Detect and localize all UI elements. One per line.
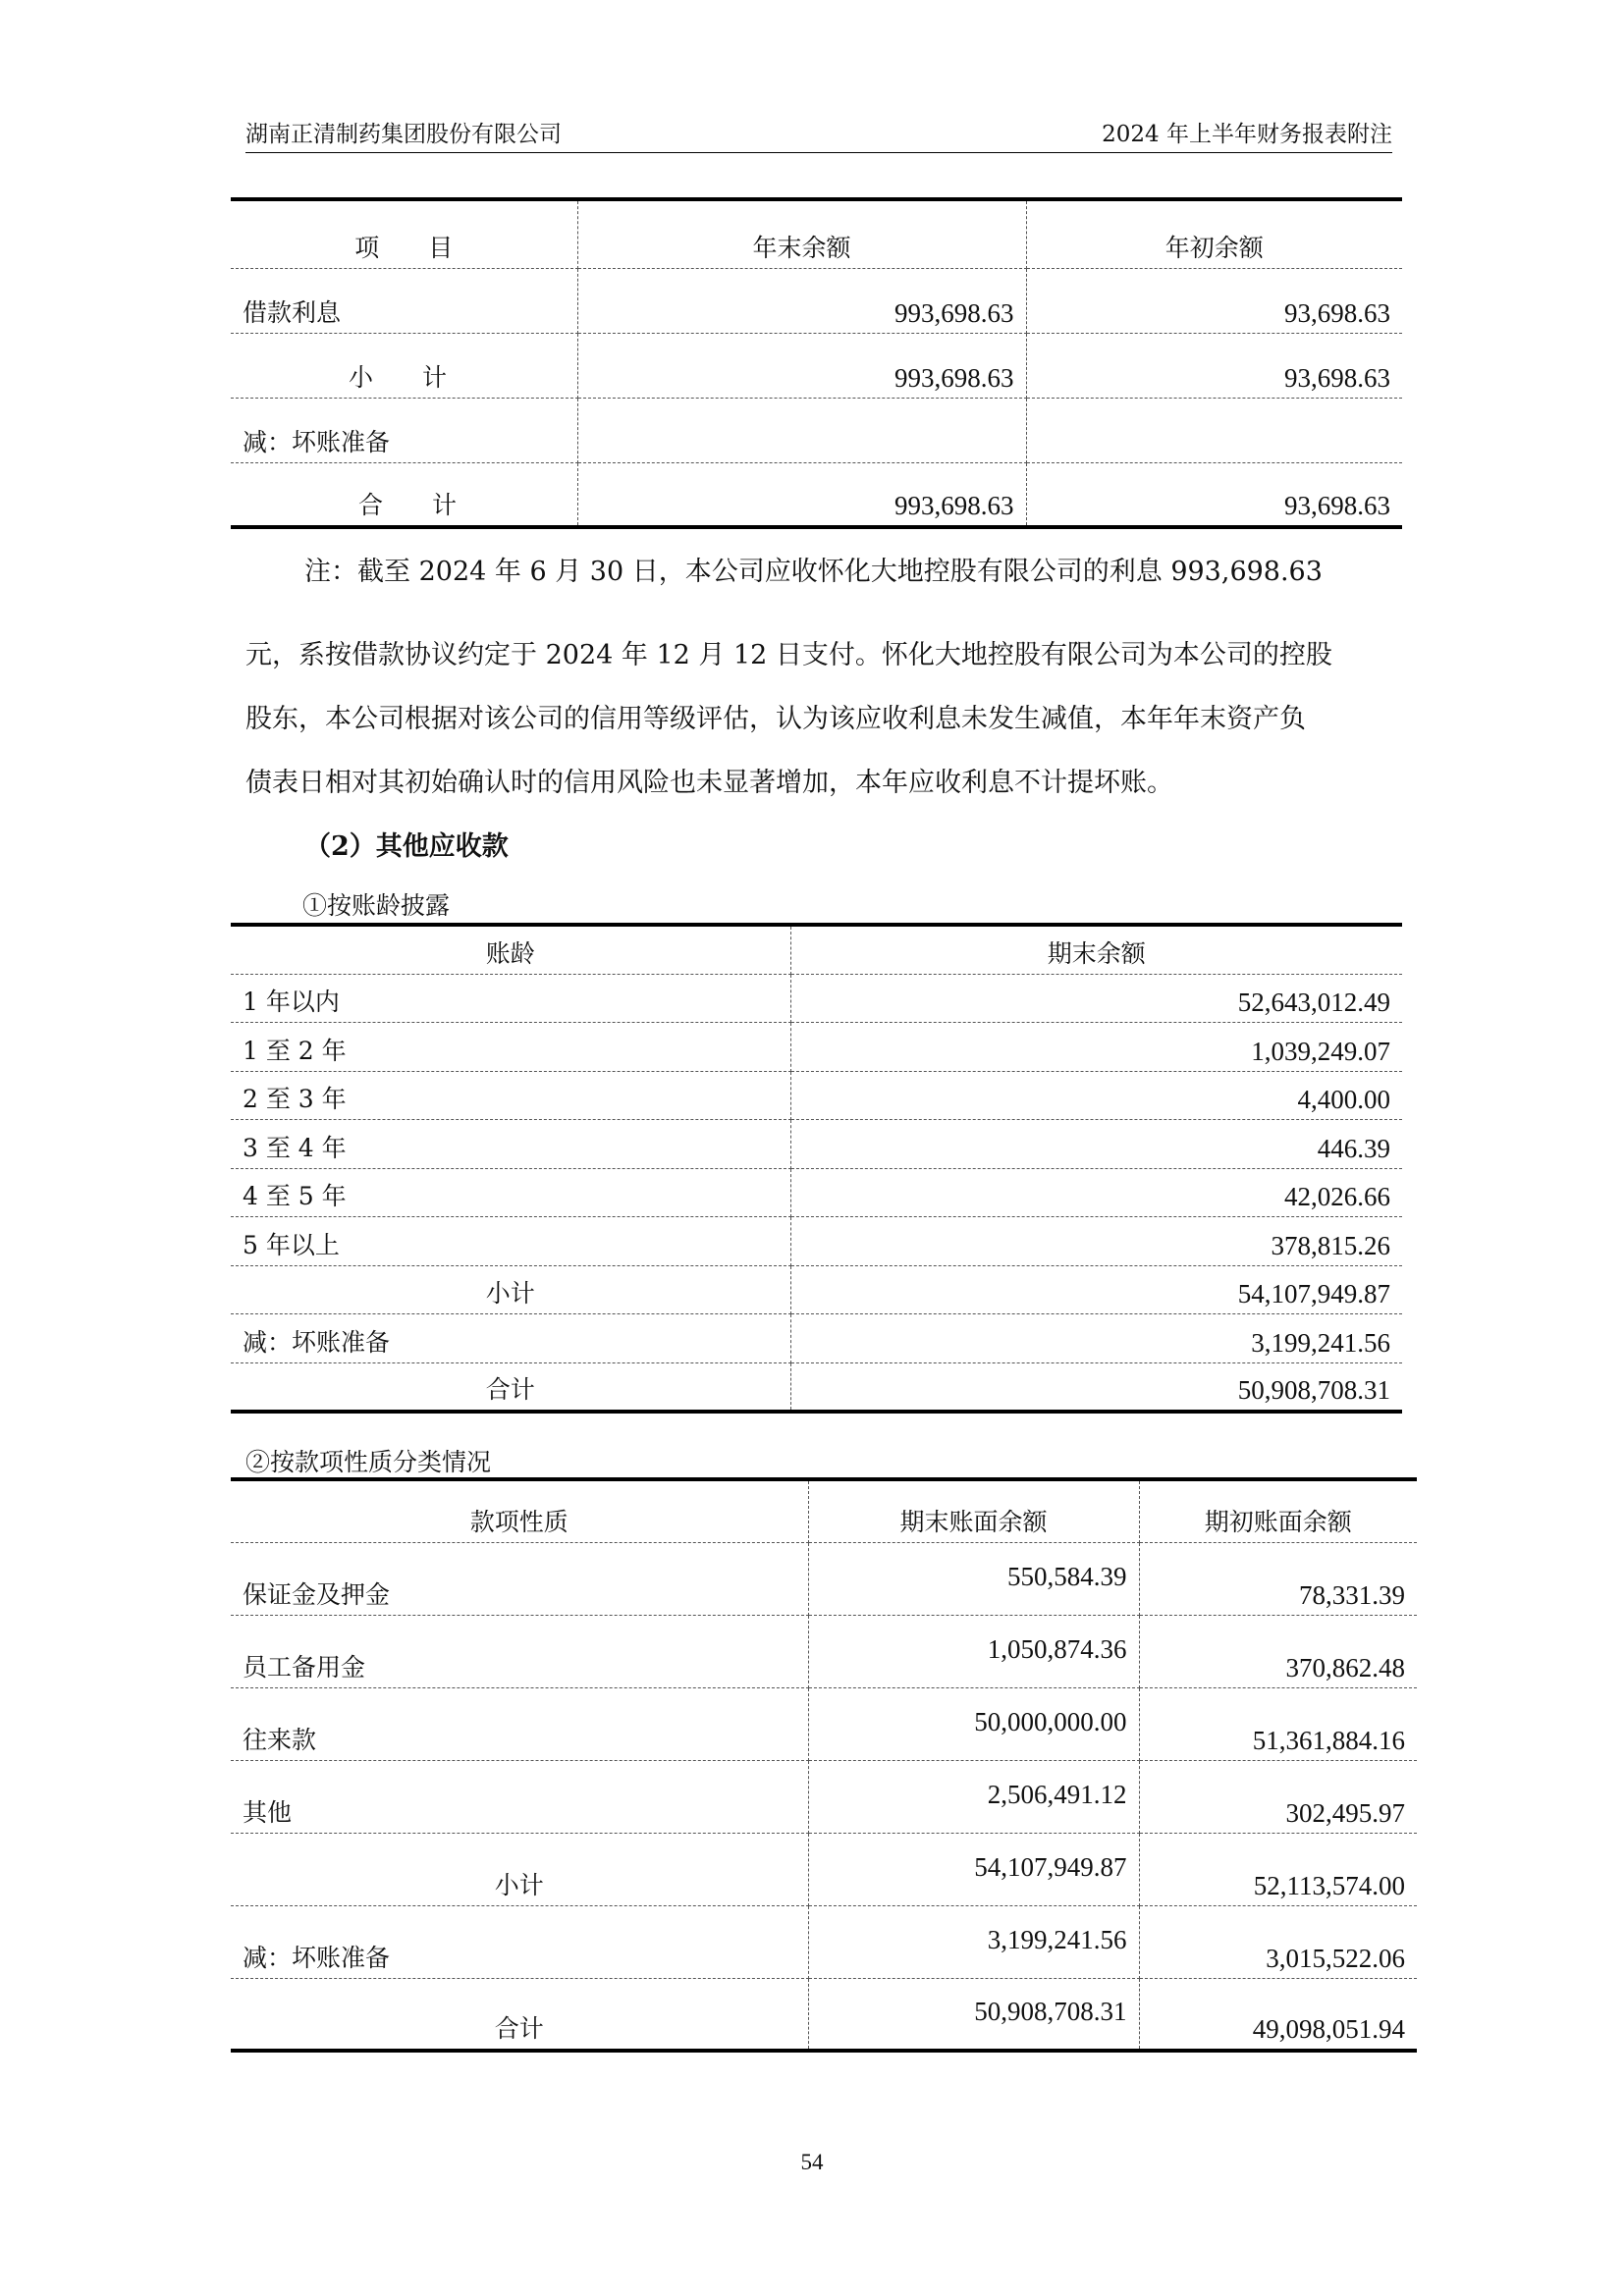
row-label: 3 至 4 年	[231, 1120, 790, 1169]
header-title: 2024 年上半年财务报表附注	[1102, 122, 1392, 147]
cell-value: 550,584.39	[808, 1542, 1139, 1615]
table-row	[231, 974, 1402, 1023]
subheading: ②按款项性质分类情况	[245, 1448, 492, 1476]
page-number: 54	[800, 2150, 824, 2174]
cell-value: 3,199,241.56	[808, 1905, 1139, 1978]
row-label: 合计	[231, 1978, 808, 2051]
table-row	[231, 1833, 1417, 1905]
table-row	[231, 1362, 1402, 1412]
row-label: 小计	[231, 1265, 790, 1314]
cell-value: 52,643,012.49	[790, 974, 1402, 1023]
cell-value: 54,107,949.87	[808, 1833, 1139, 1905]
col-header: 年初余额	[1026, 199, 1402, 268]
cell-value: 446.39	[790, 1120, 1402, 1169]
cell-value: 3,199,241.56	[790, 1314, 1402, 1363]
cell-value: 78,331.39	[1139, 1542, 1417, 1615]
cell-value: 50,908,708.31	[808, 1978, 1139, 2051]
table-row	[231, 1265, 1402, 1314]
row-label: 员工备用金	[231, 1615, 808, 1687]
col-header: 期末账面余额	[808, 1479, 1139, 1542]
cell-value: 54,107,949.87	[790, 1265, 1402, 1314]
row-label: 2 至 3 年	[231, 1071, 790, 1120]
cell-value: 378,815.26	[790, 1217, 1402, 1266]
col-header: 账龄	[231, 925, 790, 974]
table-row	[231, 1978, 1417, 2051]
row-label: 1 年以内	[231, 974, 790, 1023]
col-header: 年末余额	[577, 199, 1026, 268]
cell-value: 42,026.66	[790, 1168, 1402, 1217]
table-row	[231, 1687, 1417, 1760]
page-header	[245, 116, 1392, 153]
interest-receivable-table	[231, 197, 1402, 529]
row-label: 5 年以上	[231, 1217, 790, 1266]
table-row: 小 计 993,698.63 93,698.63	[231, 333, 1402, 398]
table-row	[231, 1542, 1417, 1615]
table-row	[231, 1023, 1402, 1072]
cell-value: 3,015,522.06	[1139, 1905, 1417, 1978]
aging-table	[231, 923, 1402, 1414]
col-header: 期末余额	[790, 925, 1402, 974]
col-header: 项 目	[231, 199, 577, 268]
cell-value: 370,862.48	[1139, 1615, 1417, 1687]
table-row	[231, 1120, 1402, 1169]
cell-value: 4,400.00	[790, 1071, 1402, 1120]
col-header: 期初账面余额	[1139, 1479, 1417, 1542]
table-row	[231, 1905, 1417, 1978]
nature-table	[231, 1477, 1417, 2053]
note-line: 股东，本公司根据对该公司的信用等级评估，认为该应收利息未发生减值，本年年末资产负	[245, 704, 1306, 734]
row-label: 小计	[231, 1833, 808, 1905]
row-label: 合计	[231, 1362, 790, 1412]
cell-value: 50,908,708.31	[790, 1362, 1402, 1412]
table-row: 合 计 993,698.63 93,698.63	[231, 462, 1402, 527]
table-row	[231, 1168, 1402, 1217]
table-row	[231, 1615, 1417, 1687]
cell-value: 51,361,884.16	[1139, 1687, 1417, 1760]
table-row: 减：坏账准备	[231, 398, 1402, 462]
cell-value: 1,039,249.07	[790, 1023, 1402, 1072]
row-label: 保证金及押金	[231, 1542, 808, 1615]
note-line: 注：截至 2024 年 6 月 30 日，本公司应收怀化大地控股有限公司的利息 993,698.63	[304, 557, 1323, 587]
cell-value: 50,000,000.00	[808, 1687, 1139, 1760]
table-row	[231, 1071, 1402, 1120]
header-company: 湖南正清制药集团股份有限公司	[245, 122, 562, 147]
row-label: 往来款	[231, 1687, 808, 1760]
section-heading: （2）其他应收款	[304, 831, 509, 862]
row-label: 其他	[231, 1760, 808, 1833]
col-header: 款项性质	[231, 1479, 808, 1542]
row-label: 减：坏账准备	[231, 1905, 808, 1978]
table-row	[231, 1314, 1402, 1363]
table-row: 借款利息 993,698.63 93,698.63	[231, 268, 1402, 333]
cell-value: 52,113,574.00	[1139, 1833, 1417, 1905]
cell-value: 2,506,491.12	[808, 1760, 1139, 1833]
note-line: 债表日相对其初始确认时的信用风险也未显著增加，本年应收利息不计提坏账。	[245, 768, 1173, 798]
row-label: 4 至 5 年	[231, 1168, 790, 1217]
row-label: 减：坏账准备	[231, 1314, 790, 1363]
table-row	[231, 1760, 1417, 1833]
note-line: 元，系按借款协议约定于 2024 年 12 月 12 日支付。怀化大地控股有限公司为本公司的控股	[245, 640, 1332, 670]
cell-value: 1,050,874.36	[808, 1615, 1139, 1687]
subheading: ①按账龄披露	[302, 891, 451, 920]
row-label: 1 至 2 年	[231, 1023, 790, 1072]
table-row	[231, 1217, 1402, 1266]
cell-value: 302,495.97	[1139, 1760, 1417, 1833]
cell-value: 49,098,051.94	[1139, 1978, 1417, 2051]
